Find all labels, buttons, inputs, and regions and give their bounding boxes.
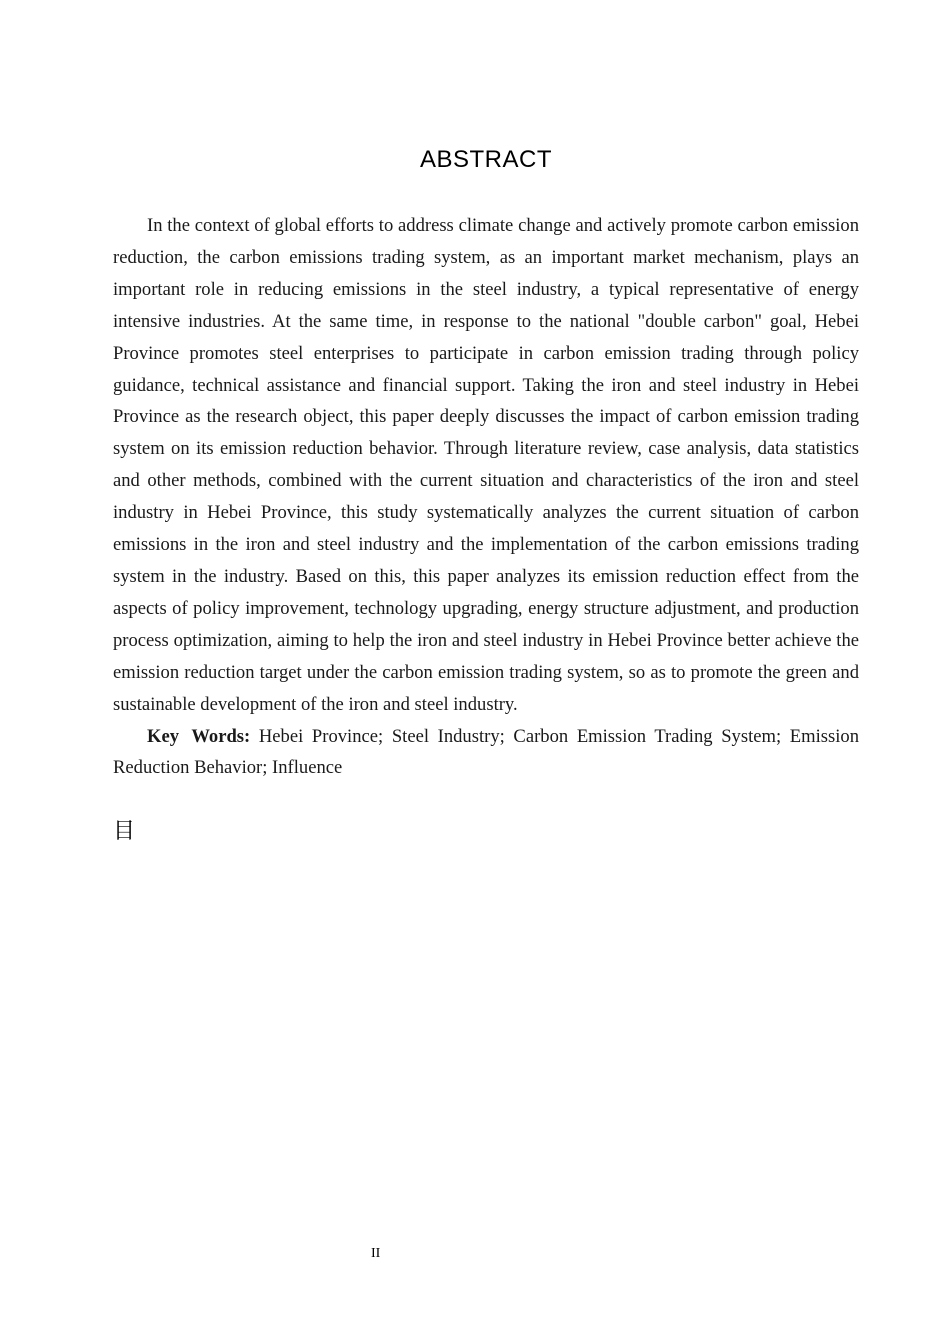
- keywords-label: Key Words:: [147, 725, 251, 747]
- keywords-paragraph: [113, 721, 859, 785]
- page-number: II: [371, 1246, 381, 1261]
- abstract-paragraph: In the context of global efforts to address climate change and actively promote carbon emission reduction, the carbon emissions trading system, as an important market mechanism, plays an important role in reducing emissions in the steel industry, a typical representative of energy intensive industries. At the same time, in response to the national "double carbon" goal, Hebei Province promotes steel enterprises to participate in carbon emission trading through policy guidance, technical assistance and financial support. Taking the iron and steel industry in Hebei Province as the research object, this paper deeply discusses the impact of carbon emission trading system on its emission reduction behavior. Through literature review, case analysis, data statistics and other methods, combined with the current situation and characteristics of the iron and steel industry in Hebei Province, this study systematically analyzes the current situation of carbon emissions in the iron and steel industry and the implementation of the carbon emissions trading system in the industry. Based on this, this paper analyzes its emission reduction effect from the aspects of policy improvement, technology upgrading, energy structure adjustment, and production process optimization, aiming to help the iron and steel industry in Hebei Province better achieve the emission reduction target under the carbon emission trading system, so as to promote the green and sustainable development of the iron and steel industry.: [113, 215, 859, 715]
- toc-heading: 目: [113, 819, 136, 844]
- abstract-body: [113, 210, 859, 784]
- keywords-value: Hebei Province; Steel Industry; Carbon Emission Trading System; Emission Reduction Behavior; Influence: [113, 725, 859, 779]
- abstract-title: ABSTRACT: [419, 146, 552, 173]
